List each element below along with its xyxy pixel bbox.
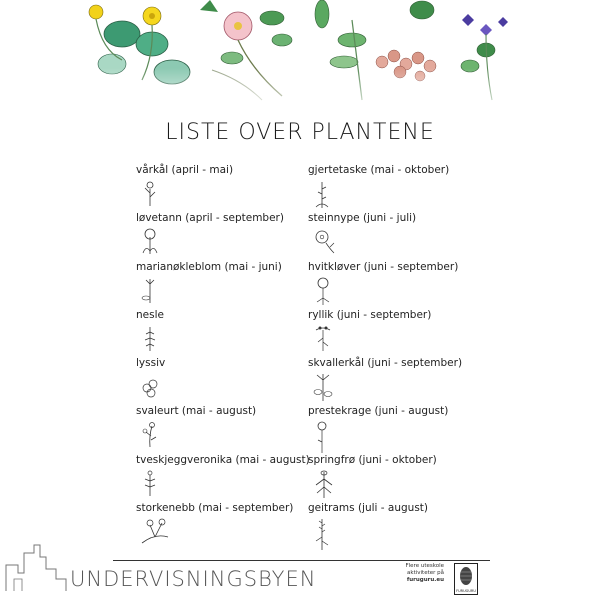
list-item — [136, 404, 316, 452]
more-line-1: Flere uteskole — [405, 563, 444, 569]
plant-name: vårkål (april - mai) — [136, 164, 234, 176]
plant-name: springfrø (juni - oktober) — [308, 453, 437, 466]
footer-divider — [113, 560, 490, 561]
clover-sketch-icon — [312, 276, 334, 306]
list-item — [308, 260, 488, 308]
pinecone-icon — [455, 564, 477, 594]
botanical-banner — [82, 0, 518, 118]
list-item — [136, 501, 316, 549]
furuguru-link[interactable]: furuguru.eu — [406, 577, 444, 583]
speedwell-sketch-icon — [140, 469, 160, 497]
plant-name: nesle — [136, 308, 164, 321]
list-item — [136, 356, 316, 404]
list-item — [308, 356, 488, 404]
ground-ivy-sketch-icon — [140, 372, 160, 400]
nettle-sketch-icon — [140, 324, 160, 352]
list-item — [308, 211, 488, 259]
more-activities-note — [396, 563, 444, 584]
plant-name: ryllik (juni - september) — [308, 308, 432, 321]
plant-name: hvitkløver (juni - september) — [308, 260, 459, 273]
plant-name: løvetann (april - september) — [136, 212, 284, 225]
yarrow-sketch-icon — [312, 324, 334, 352]
shepherds-purse-sketch-icon — [312, 179, 332, 209]
page-title: LISTE OVER PLANTENE — [165, 120, 435, 145]
plant-name: svaleurt (mai - august) — [136, 405, 257, 418]
plant-name: storkenebb (mai - september) — [136, 502, 294, 515]
balsam-sketch-icon — [312, 469, 336, 499]
ground-elder-sketch-icon — [312, 372, 334, 402]
plant-name: marianøkleblom (mai - juni) — [136, 260, 282, 273]
plant-name: prestekrage (juni - august) — [308, 405, 449, 418]
plant-list-left — [136, 163, 316, 549]
list-item — [308, 163, 488, 211]
list-item — [308, 453, 488, 501]
dandelion-sketch-icon — [140, 227, 160, 255]
celandine-sketch-icon — [140, 420, 160, 448]
list-item — [136, 260, 316, 308]
plant-name: skvallerkål (juni - september) — [308, 357, 463, 370]
rose-sketch-icon — [312, 227, 338, 255]
cranesbill-sketch-icon — [140, 517, 170, 545]
plant-name: gjertetaske (mai - oktober) — [308, 164, 450, 176]
small-flower-sketch-icon — [140, 179, 160, 207]
list-item — [308, 404, 488, 452]
list-item — [136, 308, 316, 356]
list-item — [136, 163, 316, 211]
list-item — [308, 308, 488, 356]
city-skyline-icon — [4, 543, 70, 593]
plant-list-right — [308, 163, 488, 549]
list-item — [136, 211, 316, 259]
brand-name: UNDERVISNINGSBYEN — [70, 567, 317, 591]
badge-text: FURUGURU — [456, 589, 476, 593]
list-item — [136, 453, 316, 501]
more-line-2: aktiviteter på — [407, 570, 444, 576]
list-item — [308, 501, 488, 549]
daisy-sketch-icon — [312, 420, 332, 454]
banner-fade — [82, 68, 518, 118]
primrose-sketch-icon — [140, 276, 160, 304]
plant-name: tveskjeggveronika (mai - august) — [136, 453, 310, 466]
furuguru-badge — [454, 563, 478, 595]
plant-name: geitrams (juli - august) — [308, 502, 429, 515]
fireweed-sketch-icon — [312, 517, 332, 551]
plant-name: steinnype (juni - juli) — [308, 212, 417, 225]
plant-name: lyssiv — [136, 357, 166, 370]
